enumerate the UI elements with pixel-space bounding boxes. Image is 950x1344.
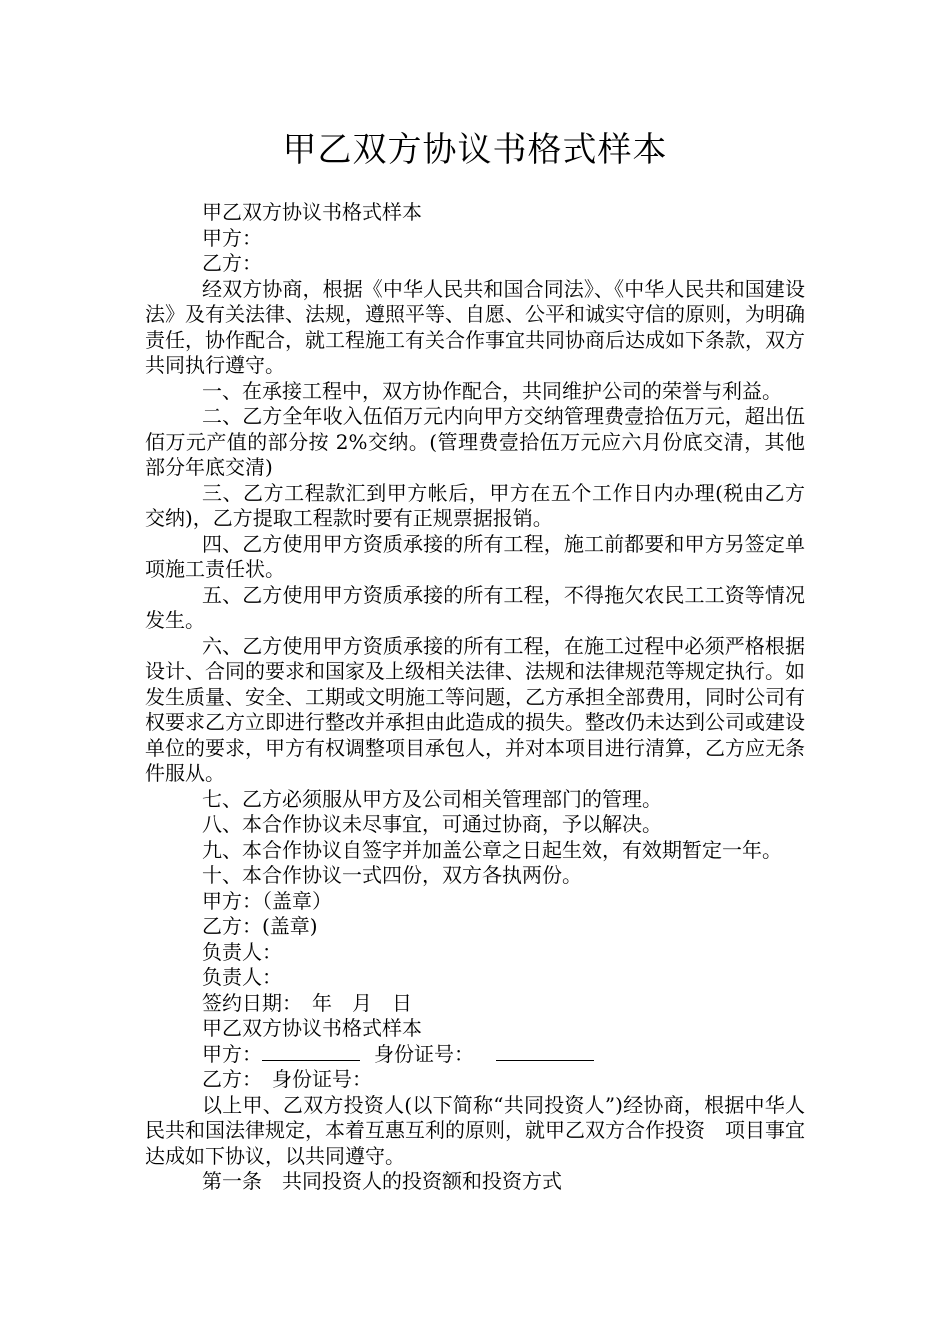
document-body <box>145 200 805 1195</box>
party-a-name-blank <box>262 1042 360 1061</box>
paragraph: 十、本合作协议一式四份，双方各执两份。 <box>202 863 582 887</box>
party-b-id-line: 乙方： 身份证号： <box>202 1067 372 1091</box>
party-a-id-label: 身份证号： <box>374 1041 474 1066</box>
paragraph: 甲方：（盖章） <box>202 888 332 913</box>
paragraph: 二、乙方全年收入伍佰万元内向甲方交纳管理费壹拾伍万元，超出伍佰万元产值的部分按 2%交纳。(管理费壹拾伍万元应六月份底交清，其他部分年底交清) <box>145 404 805 479</box>
paragraph: 七、乙方必须服从甲方及公司相关管理部门的管理。 <box>202 786 662 811</box>
paragraph: 经双方协商，根据《中华人民共和国合同法》、《中华人民共和国建设法》及有关法律、法规，遵照平等、自愿、公平和诚实守信的原则，为明确责任，协作配合，就工程施工有关合作事宜共同协商后达成如下条款，双方共同执行遵守。 <box>145 276 805 377</box>
paragraph: 甲方： <box>202 225 262 250</box>
paragraph: 乙方： <box>202 251 262 275</box>
party-a-label: 甲方： <box>202 1041 262 1066</box>
paragraph: 负责人： <box>202 965 282 989</box>
paragraph: 八、本合作协议未尽事宜，可通过协商，予以解决。 <box>202 812 662 836</box>
paragraph: 四、乙方使用甲方资质承接的所有工程，施工前都要和甲方另签定单项施工责任状。 <box>145 531 805 581</box>
paragraph: 五、乙方使用甲方资质承接的所有工程，不得拖欠农民工工资等情况发生。 <box>145 582 805 632</box>
article-heading: 第一条 共同投资人的投资额和投资方式 <box>202 1169 562 1193</box>
paragraph: 三、乙方工程款汇到甲方帐后，甲方在五个工作日内办理(税由乙方交纳)，乙方提取工程款时要有正规票据报销。 <box>145 480 805 530</box>
paragraph: 甲乙双方协议书格式样本 <box>202 200 422 224</box>
paragraph: 以上甲、乙双方投资人(以下简称“共同投资人”)经协商，根据中华人民共和国法律规定，本着互惠互利的原则，就甲乙双方合作投资 项目事宜达成如下协议，以共同遵守。 <box>145 1092 805 1168</box>
paragraph: 甲乙双方协议书格式样本 <box>202 1016 422 1040</box>
paragraph: 乙方：(盖章) <box>202 914 318 938</box>
paragraph: 负责人： <box>202 939 282 964</box>
paragraph: 一、在承接工程中，双方协作配合，共同维护公司的荣誉与利益。 <box>202 378 782 403</box>
paragraph: 九、本合作协议自签字并加盖公章之日起生效，有效期暂定一年。 <box>202 837 782 862</box>
party-a-id-line <box>145 1042 805 1068</box>
paragraph: 六、乙方使用甲方资质承接的所有工程，在施工过程中必须严格根据设计、合同的要求和国家及上级相关法律、法规和法律规范等规定执行。如发生质量、安全、工期或文明施工等问题，乙方承担全部费用，同时公司有权要求乙方立即进行整改并承担由此造成的损失。整改仍未达到公司或建设单位的要求，甲方有权调整项目承包人，并对本项目进行清算，乙方应无条件服从。 <box>145 633 805 785</box>
document-title: 甲乙双方协议书格式样本 <box>282 130 668 170</box>
paragraph: 签约日期： 年 月 日 <box>202 990 412 1015</box>
party-a-id-blank <box>496 1042 594 1061</box>
